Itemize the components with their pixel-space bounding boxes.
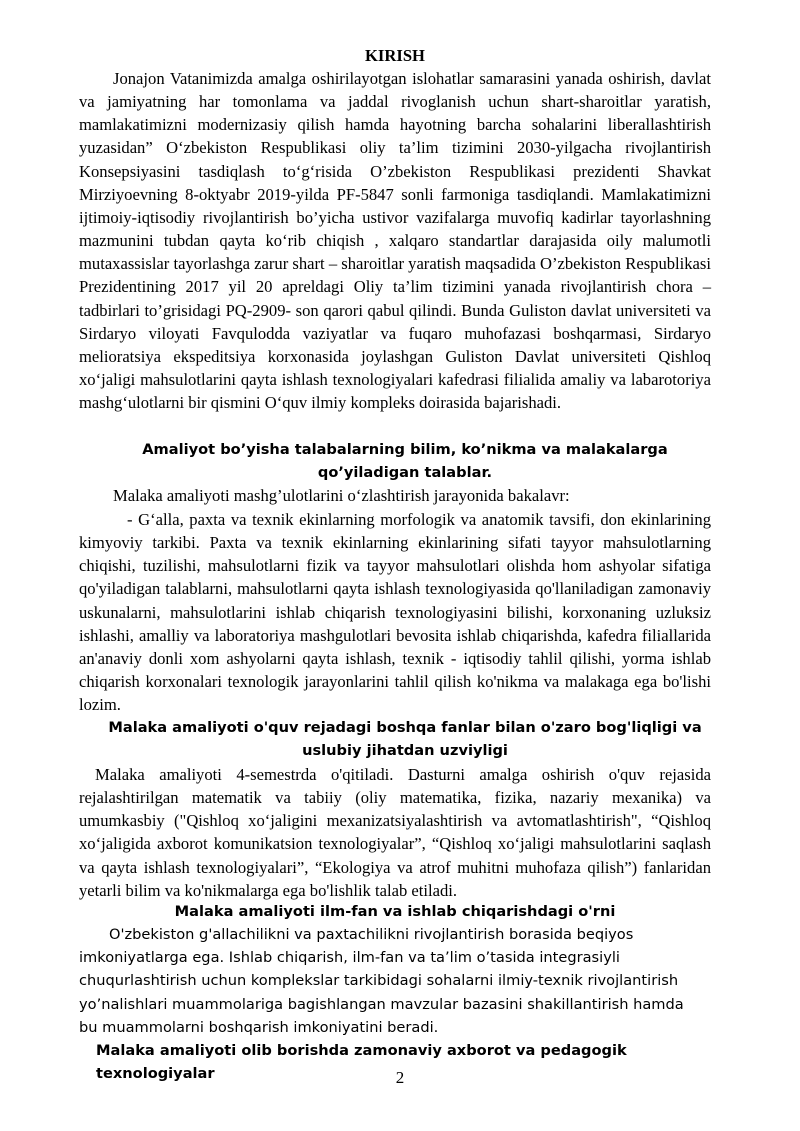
practice-skills-paragraph: - G‘alla, paxta va texnik ekinlarning morfologik va anatomik tavsifi, don ekinlarining kimyoviy tarkibi. Paxta va texnik ekinlarning ekinlarining sifati tayyor mahsulotlarning chiqishi, tuzilishi, mahsulotlarni fizik va tayyor mahsulotlari olishda hom ashyolar sifatiga qo'yiladigan talablarni, mahsulotlarni qayta ishlash texnologiyasida qo'llaniladigan zamonaviy uskunalarni, mahsulotlarini ishlab chiqarish texnologiyasini bilishi, korxonaning uzluksiz ishlashi, amalliy va laboratoriya mashgulotlari bevosita ishlab chiqarishda, kafedra filiallarida an'anaviy donli xom ashyolarni qayta ishlash, texnik - iqtisodiy tahlil qilishi, yorma ishlab chiqarish korxonalari texnologik jarayonlarini tahlil qilish ko'nikma va malakaga ega bo'lishi lozim. [79,510,711,715]
page-number: 2 [395,1068,405,1087]
document-title: KIRISH [365,46,425,65]
section-heading-role: Malaka amaliyoti ilm-fan va ishlab chiqarishdagi o'rni [174,903,616,920]
section-heading-technologies: Malaka amaliyoti olib borishda zamonaviy axborot va pedagogik texnologiyalar [96,1042,627,1082]
role-paragraph: O'zbekiston g'allachilikni va paxtachilikni rivojlantirish borasida beqiyos imkoniyatlarga ega. Ishlab chiqarish, ilm-fan va ta’lim o’tasida integrasiyli chuqurlashtirish uchun komplekslar tarkibidagi sohalarni ilmiy-texnik rivojlantirish yo’nalishlari muammolariga bagishlangan mavzular bazasini shakillantirish hamda bu muammolarni boshqarish imkoniyatini beradi. [79,926,684,1036]
practice-lead-line: Malaka amaliyoti mashg’ulotlarini o‘zlashtirish jarayonida bakalavr: [113,486,570,505]
intro-paragraph: Jonajon Vatanimizda amalga oshirilayotgan islohatlar samarasini yanada oshirish, davlat va jamiyatning har tomonlama va jaddal rivoglanish uchun shart-sharoitlar yaratish, mamlakatimizni modernizasiy qilish hamda hayotning barcha sohalarini liberallashtirish yuzasidan” O‘zbekiston Respublikasi oliy ta’lim tizimini 2030-yilgacha rivojlantirish Konsepsiyasini tasdiqlash to‘g‘risida O’zbekiston Respublikasi prezidenti Shavkat Mirziyoevning 8-oktyabr 2019-yilda PF-5847 sonli farmoniga tasdiqlandi. Mamlakatimizni ijtimoiy-iqtisodiy rivojlantirish bo’yicha ustivor vazifalarga muvofiq kadirlar tayorlashning mazmunini tubdan qayta ko‘rib chiqish , xalqaro standartlar darajasida oily malumotli mutaxassislar tayorlashga zarur shart – sharoitlar yaratish maqsadida O’zbekiston Respublikasi Prezidentining 2017 yil 20 apreldagi Oliy ta’lim tizimini yanada rivojlantirish chora – tadbirlari to’grisidagi PQ-2909- son qarori qabul qilindi. Bunda Guliston davlat universiteti va Sirdaryo viloyati Favqulodda vaziyatlar va fuqaro muhofazasi boshqarmasi, Sirdaryo melioratsiya ekspeditsiya korxonasida joylashgan Guliston Davlat universiteti Qishloq xo‘jaligi mahsulotlarini qayta ishlash texnologiyalari kafedrasi filialida amaliy va labarotoriya mashg‘ulotlarni bir qismini O‘quv ilmiy kompleks doirasida bajarishadi. [79,69,711,413]
interdisciplinary-paragraph: Malaka amaliyoti 4-semestrda o'qitiladi. Dasturni amalga oshirish o'quv rejasida rejalashtirilgan matematik va tabiiy (oliy matematika, fizika, nazariy mexanika) va umumkasbiy ("Qishloq xo‘jaligini mexanizatsiyalashtirish va avtomatlashtirish", “Qishloq xo‘jaligida axborot komunikatsion texnologiyalar”, “Qishloq xo‘jaligi mahsulotlarini saqlash va qayta ishlash texnologiyalari”, “Ekologiya va atrof muhitni muhofaza qilish”) fanlaridan yetarli bilim va ko'nikmalarga ega bo'lishlik talab etiladi. [79,765,711,900]
section-heading-requirements: Amaliyot bo’yisha talabalarning bilim, ko’nikma va malakalarga qo’yiladigan talablar. [142,441,668,481]
section-heading-interdisciplinary: Malaka amaliyoti o'quv rejadagi boshqa fanlar bilan o'zaro bog'liqligi va uslubiy jihatdan uzviyligi [108,719,702,759]
